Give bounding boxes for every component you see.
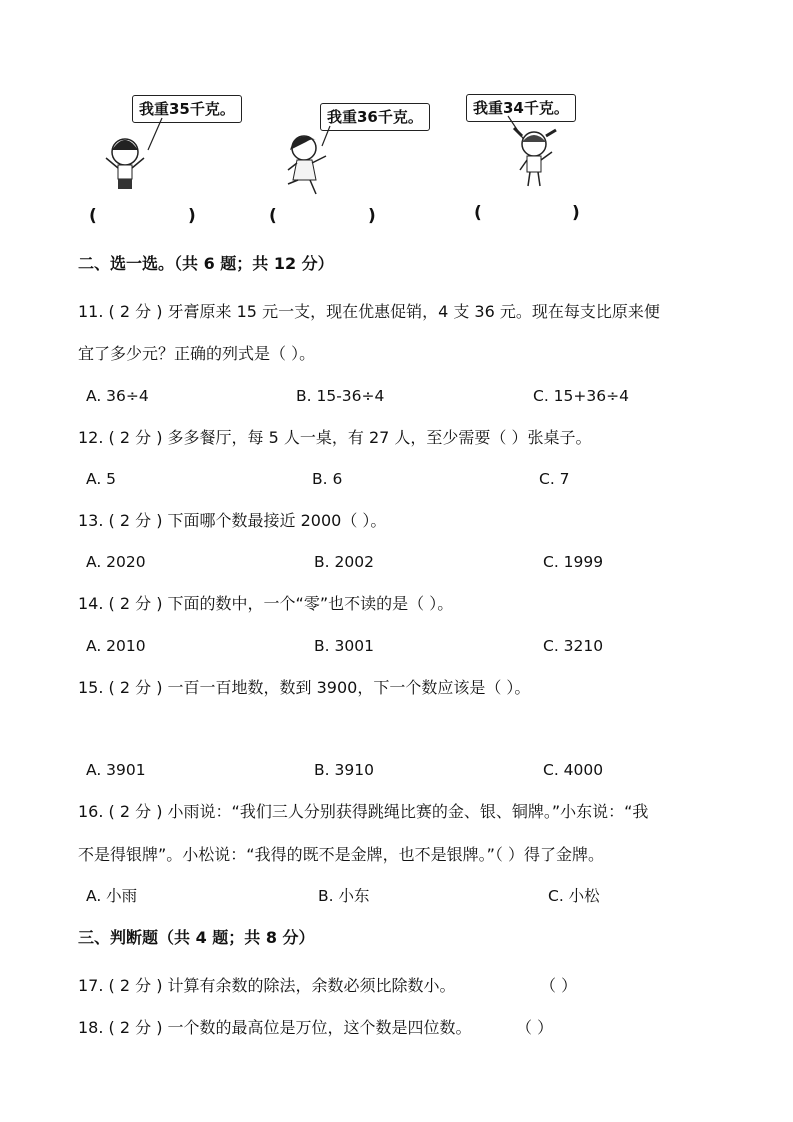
question-16-option-a[interactable]: A. 小雨 <box>86 887 138 905</box>
question-11-option-c[interactable]: C. 15+36÷4 <box>533 387 629 405</box>
question-15-line-1: 15. ( 2 分 ) 一百一百地数，数到 3900，下一个数应该是（ ）。 <box>78 678 531 697</box>
question-13-option-b[interactable]: B. 2002 <box>314 553 374 571</box>
question-15-option-c[interactable]: C. 4000 <box>543 761 604 779</box>
question-18-line-1: 18. ( 2 分 ) 一个数的最高位是万位，这个数是四位数。 <box>78 1018 472 1037</box>
answer-paren-close-1: ) <box>188 206 196 226</box>
question-16-option-c[interactable]: C. 小松 <box>548 887 600 905</box>
question-17-line-1: 17. ( 2 分 ) 计算有余数的除法，余数必须比除数小。 <box>78 976 456 995</box>
question-12-option-a[interactable]: A. 5 <box>86 470 117 488</box>
question-12-option-c[interactable]: C. 7 <box>539 470 570 488</box>
question-11-line-1: 11. ( 2 分 ) 牙膏原来 15 元一支，现在优惠促销，4 支 36 元。现在每支比原来便 <box>78 302 660 321</box>
question-14-line-1: 14. ( 2 分 ) 下面的数中，一个“零”也不读的是（ ）。 <box>78 594 454 613</box>
section-heading-2: 二、选一选。（共 6 题；共 12 分） <box>78 254 334 273</box>
answer-paren-open-2: ( <box>269 206 277 226</box>
question-16-option-b[interactable]: B. 小东 <box>318 887 370 905</box>
question-11-option-b[interactable]: B. 15-36÷4 <box>296 387 385 405</box>
question-16-line-2: 不是得银牌”。小松说：“我得的既不是金牌，也不是银牌。”（ ）得了金牌。 <box>78 845 604 864</box>
question-11-line-2: 宜了多少元？正确的列式是（ ）。 <box>78 344 316 363</box>
answer-paren-open-3: ( <box>474 203 482 223</box>
answer-paren-open-1: ( <box>89 206 97 226</box>
question-16-line-1: 16. ( 2 分 ) 小雨说：“我们三人分别获得跳绳比赛的金、银、铜牌。”小东说：“我 <box>78 802 649 821</box>
question-14-option-a[interactable]: A. 2010 <box>86 637 146 655</box>
question-12-line-1: 12. ( 2 分 ) 多多餐厅，每 5 人一桌，有 27 人，至少需要（ ）张桌子。 <box>78 428 592 447</box>
question-12-option-b[interactable]: B. 6 <box>312 470 343 488</box>
question-18-answer-blank[interactable]: （ ） <box>516 1018 554 1037</box>
section-heading-3: 三、判断题（共 4 题；共 8 分） <box>78 928 315 947</box>
question-15-option-a[interactable]: A. 3901 <box>86 761 146 779</box>
question-14-option-b[interactable]: B. 3001 <box>314 637 374 655</box>
child-figure-icon-3 <box>500 112 580 197</box>
question-13-line-1: 13. ( 2 分 ) 下面哪个数最接近 2000（ ）。 <box>78 511 387 530</box>
speech-bubble-2: 我重36千克。 <box>320 103 430 131</box>
question-14-option-c[interactable]: C. 3210 <box>543 637 604 655</box>
child-figure-icon-1 <box>100 110 180 195</box>
answer-paren-close-3: ) <box>572 203 580 223</box>
question-11-option-a[interactable]: A. 36÷4 <box>86 387 149 405</box>
question-13-option-c[interactable]: C. 1999 <box>543 553 604 571</box>
question-15-option-b[interactable]: B. 3910 <box>314 761 374 779</box>
child-figure-icon-2 <box>282 118 362 203</box>
question-17-answer-blank[interactable]: （ ） <box>540 976 578 995</box>
speech-bubble-1: 我重35千克。 <box>132 95 242 123</box>
speech-bubble-3: 我重34千克。 <box>466 94 576 122</box>
answer-paren-close-2: ) <box>368 206 376 226</box>
question-13-option-a[interactable]: A. 2020 <box>86 553 146 571</box>
